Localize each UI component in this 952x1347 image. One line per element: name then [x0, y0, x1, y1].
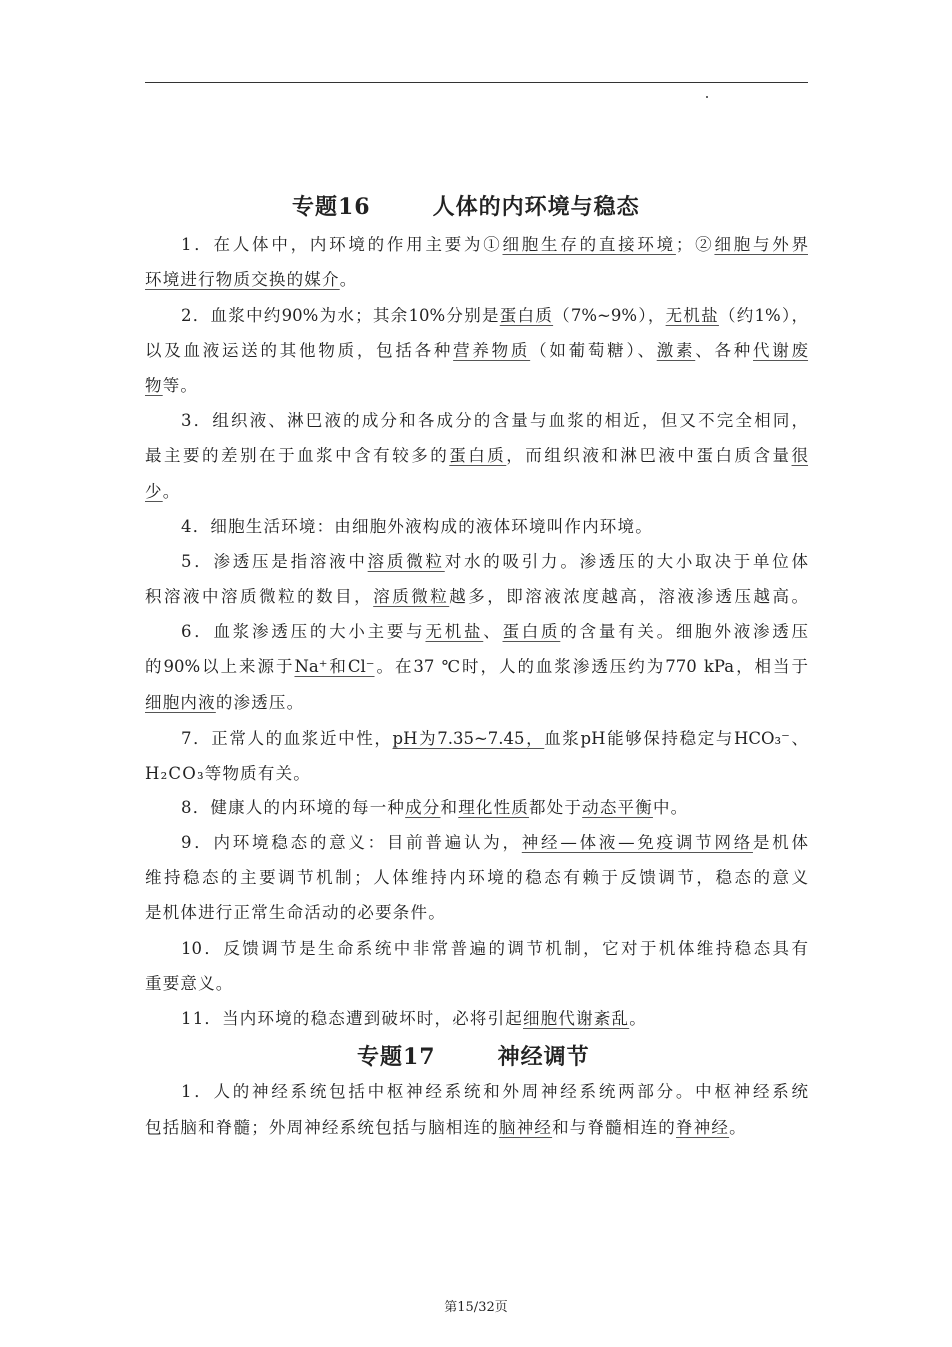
- heading-number: 专题16: [292, 194, 371, 220]
- text-segment: 。: [339, 270, 358, 289]
- text-line: [145, 867, 808, 889]
- text-line: [145, 551, 808, 573]
- text-segment: 的含量有关。细胞外液渗透压: [560, 622, 808, 641]
- underlined-key-term: 很: [791, 446, 809, 465]
- section-heading-16: [292, 190, 640, 221]
- underlined-key-term: 环境进行物质交换的媒介: [145, 270, 340, 289]
- underlined-key-term: 蛋白质: [449, 446, 507, 465]
- underlined-key-term: 理化性质: [458, 798, 530, 817]
- text-line: [145, 586, 808, 608]
- text-segment: 和: [440, 798, 459, 817]
- underlined-key-term: 细胞生存的直接环境: [502, 235, 676, 254]
- text-segment: 。在37 ℃时，人的血浆渗透压约为770 kPa，相当于: [374, 657, 808, 676]
- text-segment: 10．反馈调节是生命系统中非常普遍的调节机制，它对于机体维持稳态具有: [181, 939, 808, 958]
- text-segment: 最主要的差别在于血浆中含有较多的: [145, 446, 450, 465]
- text-segment: 6．血浆渗透压的大小主要与: [181, 622, 426, 641]
- text-line: [145, 938, 808, 960]
- text-line: [145, 340, 808, 362]
- underlined-key-term: pH为7.35~7.45，: [392, 729, 545, 748]
- text-line: [145, 375, 808, 397]
- underlined-key-term: 代谢废: [753, 341, 809, 360]
- text-segment: 。: [729, 1118, 747, 1137]
- underlined-key-term: 细胞代谢紊乱: [523, 1009, 630, 1028]
- text-line: [145, 234, 808, 256]
- text-line: [145, 973, 808, 995]
- underlined-key-term: 细胞与外界: [714, 235, 808, 254]
- text-line: [145, 797, 808, 819]
- text-segment: 是机体: [752, 833, 808, 852]
- text-line: [145, 516, 808, 538]
- text-segment: 等。: [162, 376, 199, 395]
- text-line: [145, 1081, 808, 1103]
- text-segment: 1．人的神经系统包括中枢神经系统和外周神经系统两部分。中枢神经系统: [181, 1082, 808, 1101]
- heading-title: 神经调节: [497, 1044, 590, 1070]
- underlined-key-term: 神经—体液—免疫调节网络: [521, 833, 753, 852]
- text-segment: 1．在人体中，内环境的作用主要为①: [181, 235, 503, 254]
- underlined-key-term: 激素: [656, 341, 696, 360]
- text-segment: 2．血浆中约90%为水；其余10%分别是: [181, 306, 500, 325]
- text-segment: 血浆pH能够保持稳定与HCO₃⁻、: [544, 729, 808, 748]
- header-rule: [145, 82, 808, 83]
- underlined-key-term: 物: [145, 376, 163, 395]
- text-segment: 的渗透压。: [215, 693, 305, 712]
- text-line: [145, 1008, 808, 1030]
- text-segment: 11．当内环境的稳态遭到破坏时，必将引起: [181, 1009, 523, 1028]
- text-segment: （约1%），: [718, 306, 808, 325]
- text-line: [145, 832, 808, 854]
- text-segment: 9．内环境稳态的意义：目前普遍认为，: [181, 833, 522, 852]
- underlined-key-term: Na⁺和Cl⁻: [294, 657, 375, 676]
- underlined-key-term: 蛋白质: [499, 306, 554, 325]
- heading-number: 专题17: [357, 1044, 436, 1070]
- text-line: [145, 902, 808, 924]
- text-line: [145, 481, 808, 503]
- underlined-key-term: 溶质微粒: [373, 587, 450, 606]
- text-segment: 8．健康人的内环境的每一种: [181, 798, 406, 817]
- text-line: [145, 305, 808, 327]
- text-segment: 7．正常人的血浆近中性，: [181, 729, 393, 748]
- text-line: [145, 692, 808, 714]
- text-line: [145, 1117, 808, 1139]
- text-segment: 中。: [652, 798, 689, 817]
- text-line: [145, 269, 808, 291]
- text-segment: 3．组织液、淋巴液的成分和各成分的含量与血浆的相近，但又不完全相同，: [181, 411, 808, 430]
- text-segment: ；②: [675, 235, 715, 254]
- underlined-key-term: 脑神经: [499, 1118, 553, 1137]
- header-dot: [706, 96, 708, 98]
- text-segment: 和与脊髓相连的: [552, 1118, 677, 1137]
- text-segment: 积溶液中溶质微粒的数目，: [145, 587, 374, 606]
- text-segment: 对水的吸引力。渗透压的大小取决于单位体: [444, 552, 808, 571]
- text-segment: 。: [162, 482, 181, 501]
- text-segment: 维持稳态的主要调节机制；人体维持内环境的稳态有赖于反馈调节，稳态的意义: [145, 868, 808, 887]
- heading-title: 人体的内环境与稳态: [432, 194, 640, 220]
- underlined-key-term: 成分: [405, 798, 441, 817]
- underlined-key-term: 无机盐: [425, 622, 484, 641]
- text-segment: （如葡萄糖）、: [530, 341, 657, 360]
- underlined-key-term: 脊神经: [676, 1118, 730, 1137]
- text-segment: 5．渗透压是指溶液中: [181, 552, 368, 571]
- underlined-key-term: 细胞内液: [145, 693, 216, 712]
- text-segment: 4．细胞生活环境：由细胞外液构成的液体环境叫作内环境。: [181, 517, 653, 536]
- text-segment: 越多，即溶液浓度越高，溶液渗透压越高。: [449, 587, 809, 606]
- underlined-key-term: 少: [145, 482, 163, 501]
- text-segment: 。: [629, 1009, 647, 1028]
- underlined-key-term: 蛋白质: [502, 622, 561, 641]
- text-segment: 重要意义。: [145, 974, 234, 993]
- text-segment: 是机体进行正常生命活动的必要条件。: [145, 903, 446, 922]
- text-segment: 以及血液运送的其他物质，包括各种: [145, 341, 454, 360]
- text-line: [145, 656, 808, 678]
- text-segment: 都处于: [529, 798, 583, 817]
- text-segment: 、: [483, 622, 503, 641]
- text-segment: 包括脑和脊髓；外周神经系统包括与脑相连的: [145, 1118, 499, 1137]
- text-segment: （7%~9%），: [553, 306, 666, 325]
- text-segment: 、各种: [695, 341, 754, 360]
- underlined-key-term: 溶质微粒: [367, 552, 445, 571]
- text-line: [145, 728, 808, 750]
- underlined-key-term: 营养物质: [453, 341, 531, 360]
- page-number: 第15/32页: [444, 1300, 508, 1315]
- text-segment: 的90%以上来源于: [145, 657, 295, 676]
- text-line: [145, 410, 808, 432]
- underlined-key-term: 动态平衡: [582, 798, 653, 817]
- text-line: [145, 621, 808, 643]
- text-line: [145, 763, 808, 785]
- text-segment: ，而组织液和淋巴液中蛋白质含量: [506, 446, 792, 465]
- text-line: [145, 445, 808, 467]
- section-heading-17: [357, 1040, 590, 1071]
- text-segment: H₂CO₃等物质有关。: [145, 764, 311, 783]
- underlined-key-term: 无机盐: [665, 306, 719, 325]
